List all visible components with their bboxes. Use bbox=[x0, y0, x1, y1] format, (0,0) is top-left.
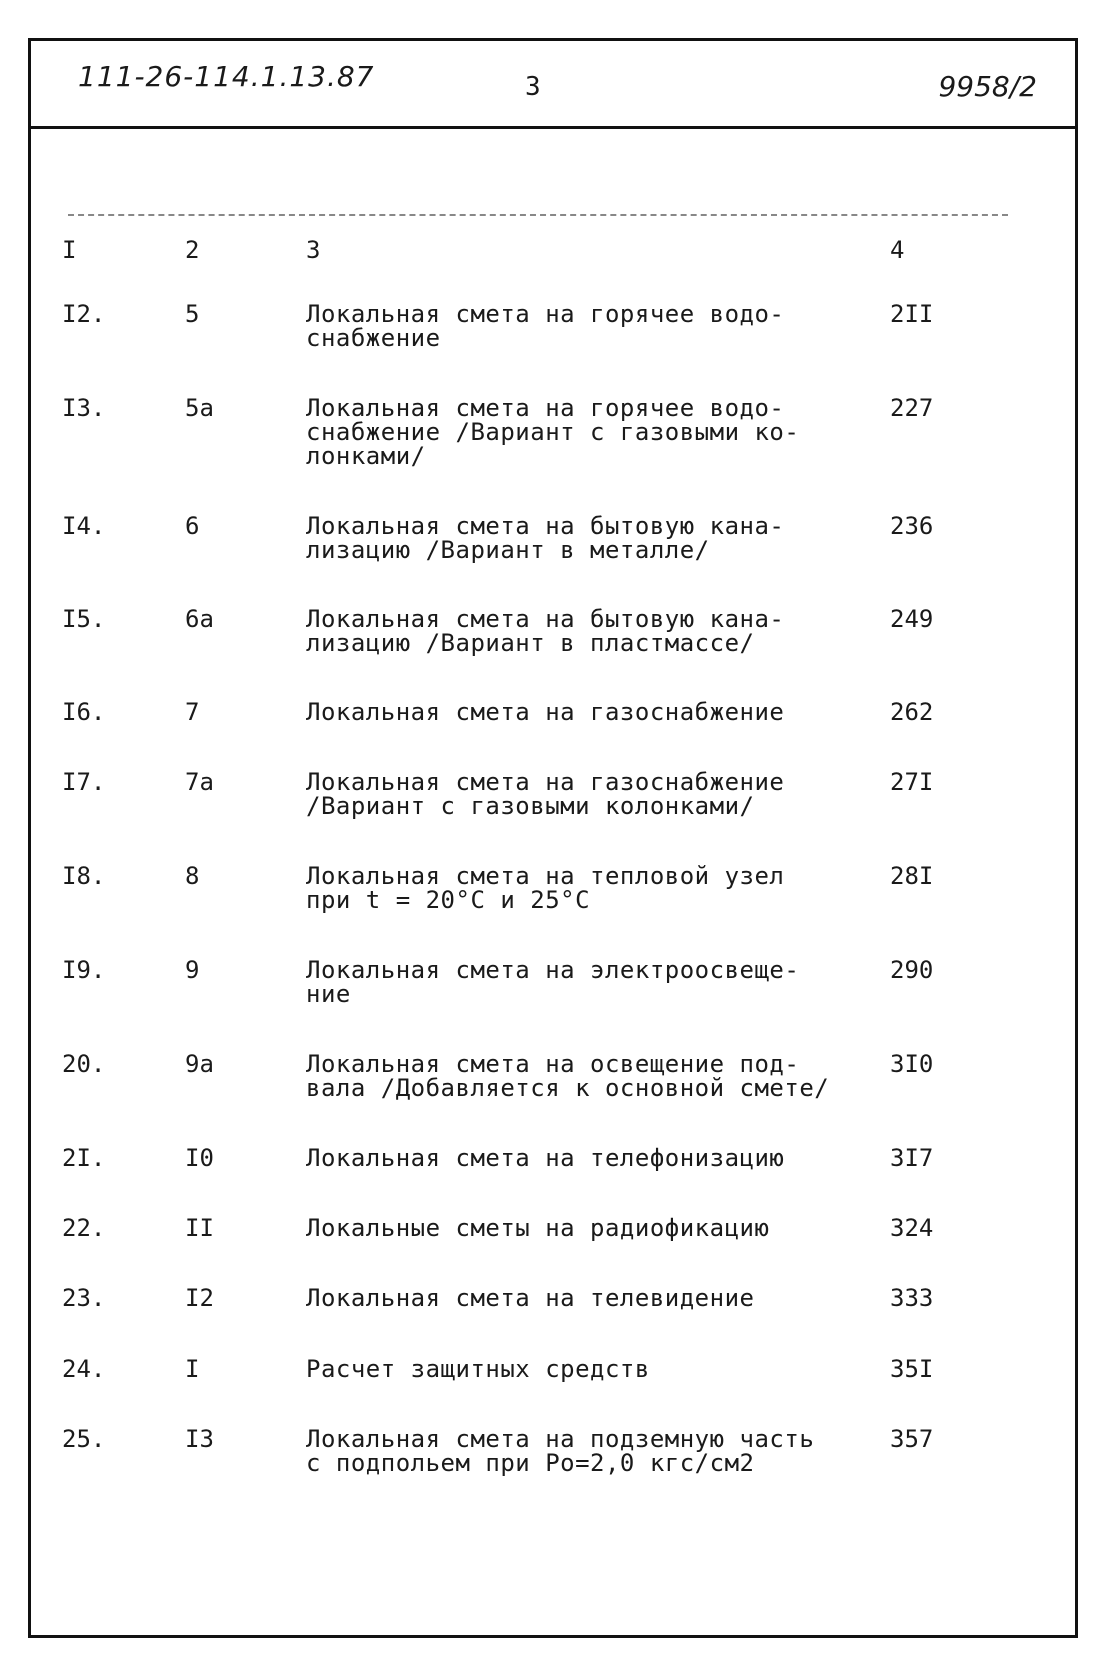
row-description bbox=[306, 958, 866, 1006]
page-ref: 2II bbox=[890, 300, 934, 328]
row-description bbox=[306, 1216, 866, 1240]
section-number: 6 bbox=[185, 512, 200, 540]
page-ref: 333 bbox=[890, 1284, 934, 1312]
row-description bbox=[306, 700, 866, 724]
row-number: 22. bbox=[62, 1214, 106, 1242]
page-ref: 290 bbox=[890, 956, 934, 984]
section-number: 9 bbox=[185, 956, 200, 984]
description-line: снабжение bbox=[306, 324, 441, 352]
section-number: I3 bbox=[185, 1425, 214, 1453]
row-number: I6. bbox=[62, 698, 106, 726]
row-description bbox=[306, 770, 866, 818]
column-header-4: 4 bbox=[890, 236, 905, 264]
section-number: I2 bbox=[185, 1284, 214, 1312]
description-line: Локальная смета на электроосвеще- bbox=[306, 956, 800, 984]
row-number: I5. bbox=[62, 605, 106, 633]
description-line: Локальная смета на телевидение bbox=[306, 1284, 755, 1312]
row-number: I7. bbox=[62, 768, 106, 796]
doc-code: 111-26-114.1.13.87 bbox=[78, 60, 375, 93]
description-line: /Вариант с газовыми колонками/ bbox=[306, 792, 755, 820]
row-description bbox=[306, 1146, 866, 1170]
row-number: 25. bbox=[62, 1425, 106, 1453]
description-line: при t = 20°C и 25°C bbox=[306, 886, 591, 914]
row-description bbox=[306, 302, 866, 350]
row-description bbox=[306, 396, 866, 468]
description-line: Локальная смета на горячее водо- bbox=[306, 300, 785, 328]
row-number: 23. bbox=[62, 1284, 106, 1312]
description-line: Локальная смета на газоснабжение bbox=[306, 768, 785, 796]
section-number: 5а bbox=[185, 394, 214, 422]
row-description bbox=[306, 607, 866, 655]
description-line: Локальная смета на горячее водо- bbox=[306, 394, 785, 422]
page-ref: 27I bbox=[890, 768, 934, 796]
page-ref: 357 bbox=[890, 1425, 934, 1453]
row-description bbox=[306, 864, 866, 912]
page-ref: 262 bbox=[890, 698, 934, 726]
description-line: с подпольем при Ро=2,0 кгс/см2 bbox=[306, 1449, 755, 1477]
album-number: 9958/2 bbox=[938, 70, 1037, 103]
description-line: Расчет защитных средств bbox=[306, 1355, 650, 1383]
section-number: I0 bbox=[185, 1144, 214, 1172]
row-number: I3. bbox=[62, 394, 106, 422]
section-number: 7 bbox=[185, 698, 200, 726]
section-number: 7а bbox=[185, 768, 214, 796]
column-header-2: 2 bbox=[185, 236, 200, 264]
description-line: Локальная смета на бытовую кана- bbox=[306, 512, 785, 540]
row-number: I9. bbox=[62, 956, 106, 984]
description-line: Локальная смета на телефонизацию bbox=[306, 1144, 785, 1172]
row-number: 24. bbox=[62, 1355, 106, 1383]
description-line: Локальные сметы на радиофикацию bbox=[306, 1214, 770, 1242]
column-header-3: 3 bbox=[306, 236, 321, 264]
description-line: лизацию /Вариант в пластмассе/ bbox=[306, 629, 755, 657]
row-number: 20. bbox=[62, 1050, 106, 1078]
page-ref: 324 bbox=[890, 1214, 934, 1242]
row-number: I2. bbox=[62, 300, 106, 328]
row-description bbox=[306, 1427, 866, 1475]
page-number: 3 bbox=[525, 72, 541, 102]
section-number: 6а bbox=[185, 605, 214, 633]
description-line: вала /Добавляется к основной смете/ bbox=[306, 1074, 830, 1102]
row-number: 2I. bbox=[62, 1144, 106, 1172]
page-ref: 28I bbox=[890, 862, 934, 890]
description-line: ние bbox=[306, 980, 351, 1008]
page-ref: 236 bbox=[890, 512, 934, 540]
column-header-rule bbox=[68, 214, 1008, 216]
row-description bbox=[306, 1357, 866, 1381]
description-line: Локальная смета на бытовую кана- bbox=[306, 605, 785, 633]
description-line: лизацию /Вариант в металле/ bbox=[306, 536, 710, 564]
section-number: 5 bbox=[185, 300, 200, 328]
header-divider bbox=[28, 126, 1078, 129]
page-frame bbox=[28, 38, 1078, 1638]
description-line: Локальная смета на подземную часть bbox=[306, 1425, 815, 1453]
row-number: I8. bbox=[62, 862, 106, 890]
page-ref: 227 bbox=[890, 394, 934, 422]
page-ref: 3I7 bbox=[890, 1144, 934, 1172]
row-description bbox=[306, 1286, 866, 1310]
description-line: снабжение /Вариант с газовыми ко- bbox=[306, 418, 800, 446]
page-ref: 249 bbox=[890, 605, 934, 633]
row-number: I4. bbox=[62, 512, 106, 540]
description-line: Локальная смета на газоснабжение bbox=[306, 698, 785, 726]
section-number: II bbox=[185, 1214, 214, 1242]
page-ref: 35I bbox=[890, 1355, 934, 1383]
description-line: Локальная смета на освещение под- bbox=[306, 1050, 800, 1078]
column-header-1: I bbox=[62, 236, 77, 264]
row-description bbox=[306, 1052, 866, 1100]
section-number: 9а bbox=[185, 1050, 214, 1078]
section-number: I bbox=[185, 1355, 200, 1383]
description-line: лонками/ bbox=[306, 442, 426, 470]
section-number: 8 bbox=[185, 862, 200, 890]
row-description bbox=[306, 514, 866, 562]
description-line: Локальная смета на тепловой узел bbox=[306, 862, 785, 890]
page-ref: 3I0 bbox=[890, 1050, 934, 1078]
